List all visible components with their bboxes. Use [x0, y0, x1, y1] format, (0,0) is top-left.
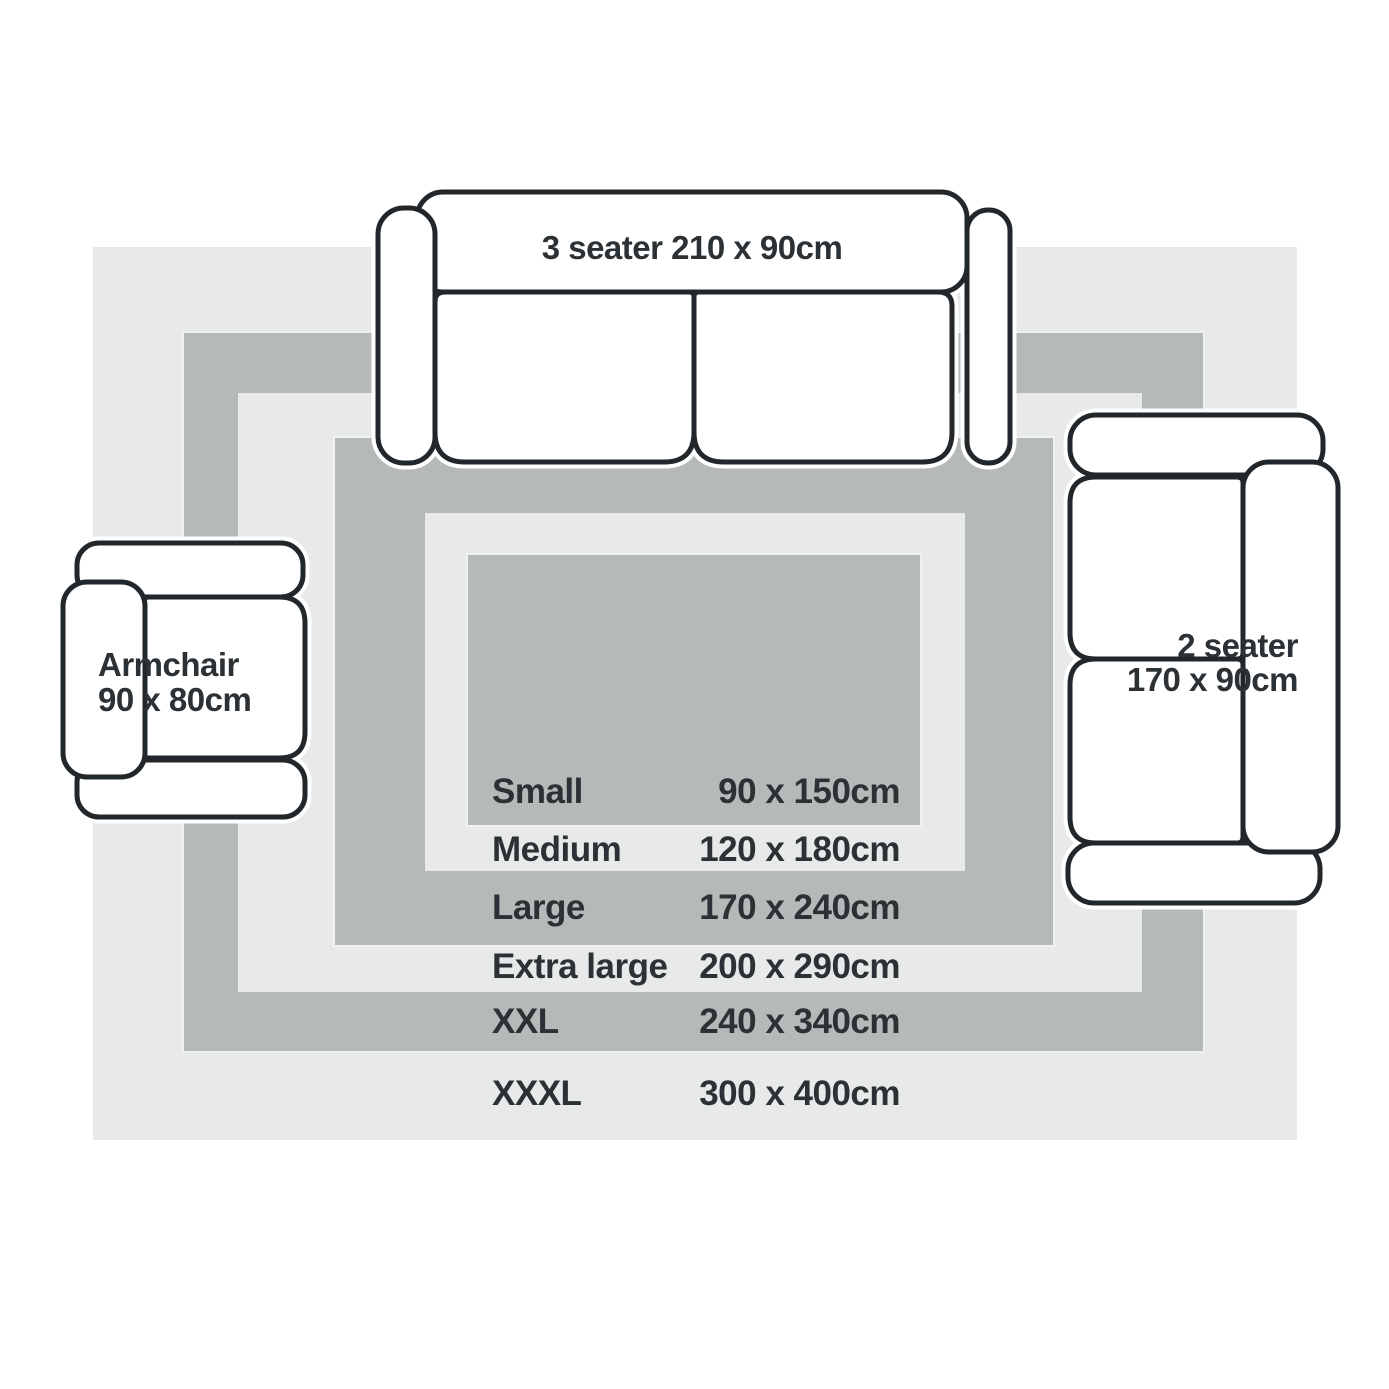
- size-row-small: [492, 772, 900, 812]
- sofa3-armrest-left: [378, 208, 435, 463]
- size-row-medium: [492, 830, 900, 870]
- size-label: Large: [492, 888, 585, 927]
- sofa3-armrest-right: [967, 210, 1010, 463]
- size-label: XXXL: [492, 1074, 582, 1113]
- armchair-label-line1: Armchair: [98, 646, 239, 683]
- sofa2-label-line1: 2 seater: [1177, 627, 1298, 664]
- sofa2-label-line2: 170 x 90cm: [1126, 661, 1298, 698]
- sofa2-label: [1127, 629, 1298, 697]
- size-value: 240 x 340cm: [699, 1002, 900, 1041]
- sofa3-label: 3 seater 210 x 90cm: [541, 229, 843, 266]
- sofa3-cushion-left: [435, 292, 694, 462]
- size-value: 200 x 290cm: [699, 947, 900, 986]
- size-value: 170 x 240cm: [699, 888, 900, 927]
- armchair-label: [98, 647, 251, 717]
- size-row-xxxl: [492, 1074, 900, 1114]
- size-label: Medium: [492, 830, 622, 869]
- size-label: Small: [492, 772, 583, 811]
- size-value: 300 x 400cm: [699, 1074, 900, 1113]
- armchair-label-line2: 90 x 80cm: [98, 681, 252, 718]
- size-row-extra-large: [492, 947, 900, 987]
- size-value: 120 x 180cm: [699, 830, 900, 869]
- sofa3-cushion-right: [694, 292, 952, 462]
- size-row-xxl: [492, 1002, 900, 1042]
- size-value: 90 x 150cm: [718, 772, 900, 811]
- size-label: Extra large: [492, 947, 668, 986]
- size-row-large: [492, 888, 900, 928]
- size-label: XXL: [492, 1002, 559, 1041]
